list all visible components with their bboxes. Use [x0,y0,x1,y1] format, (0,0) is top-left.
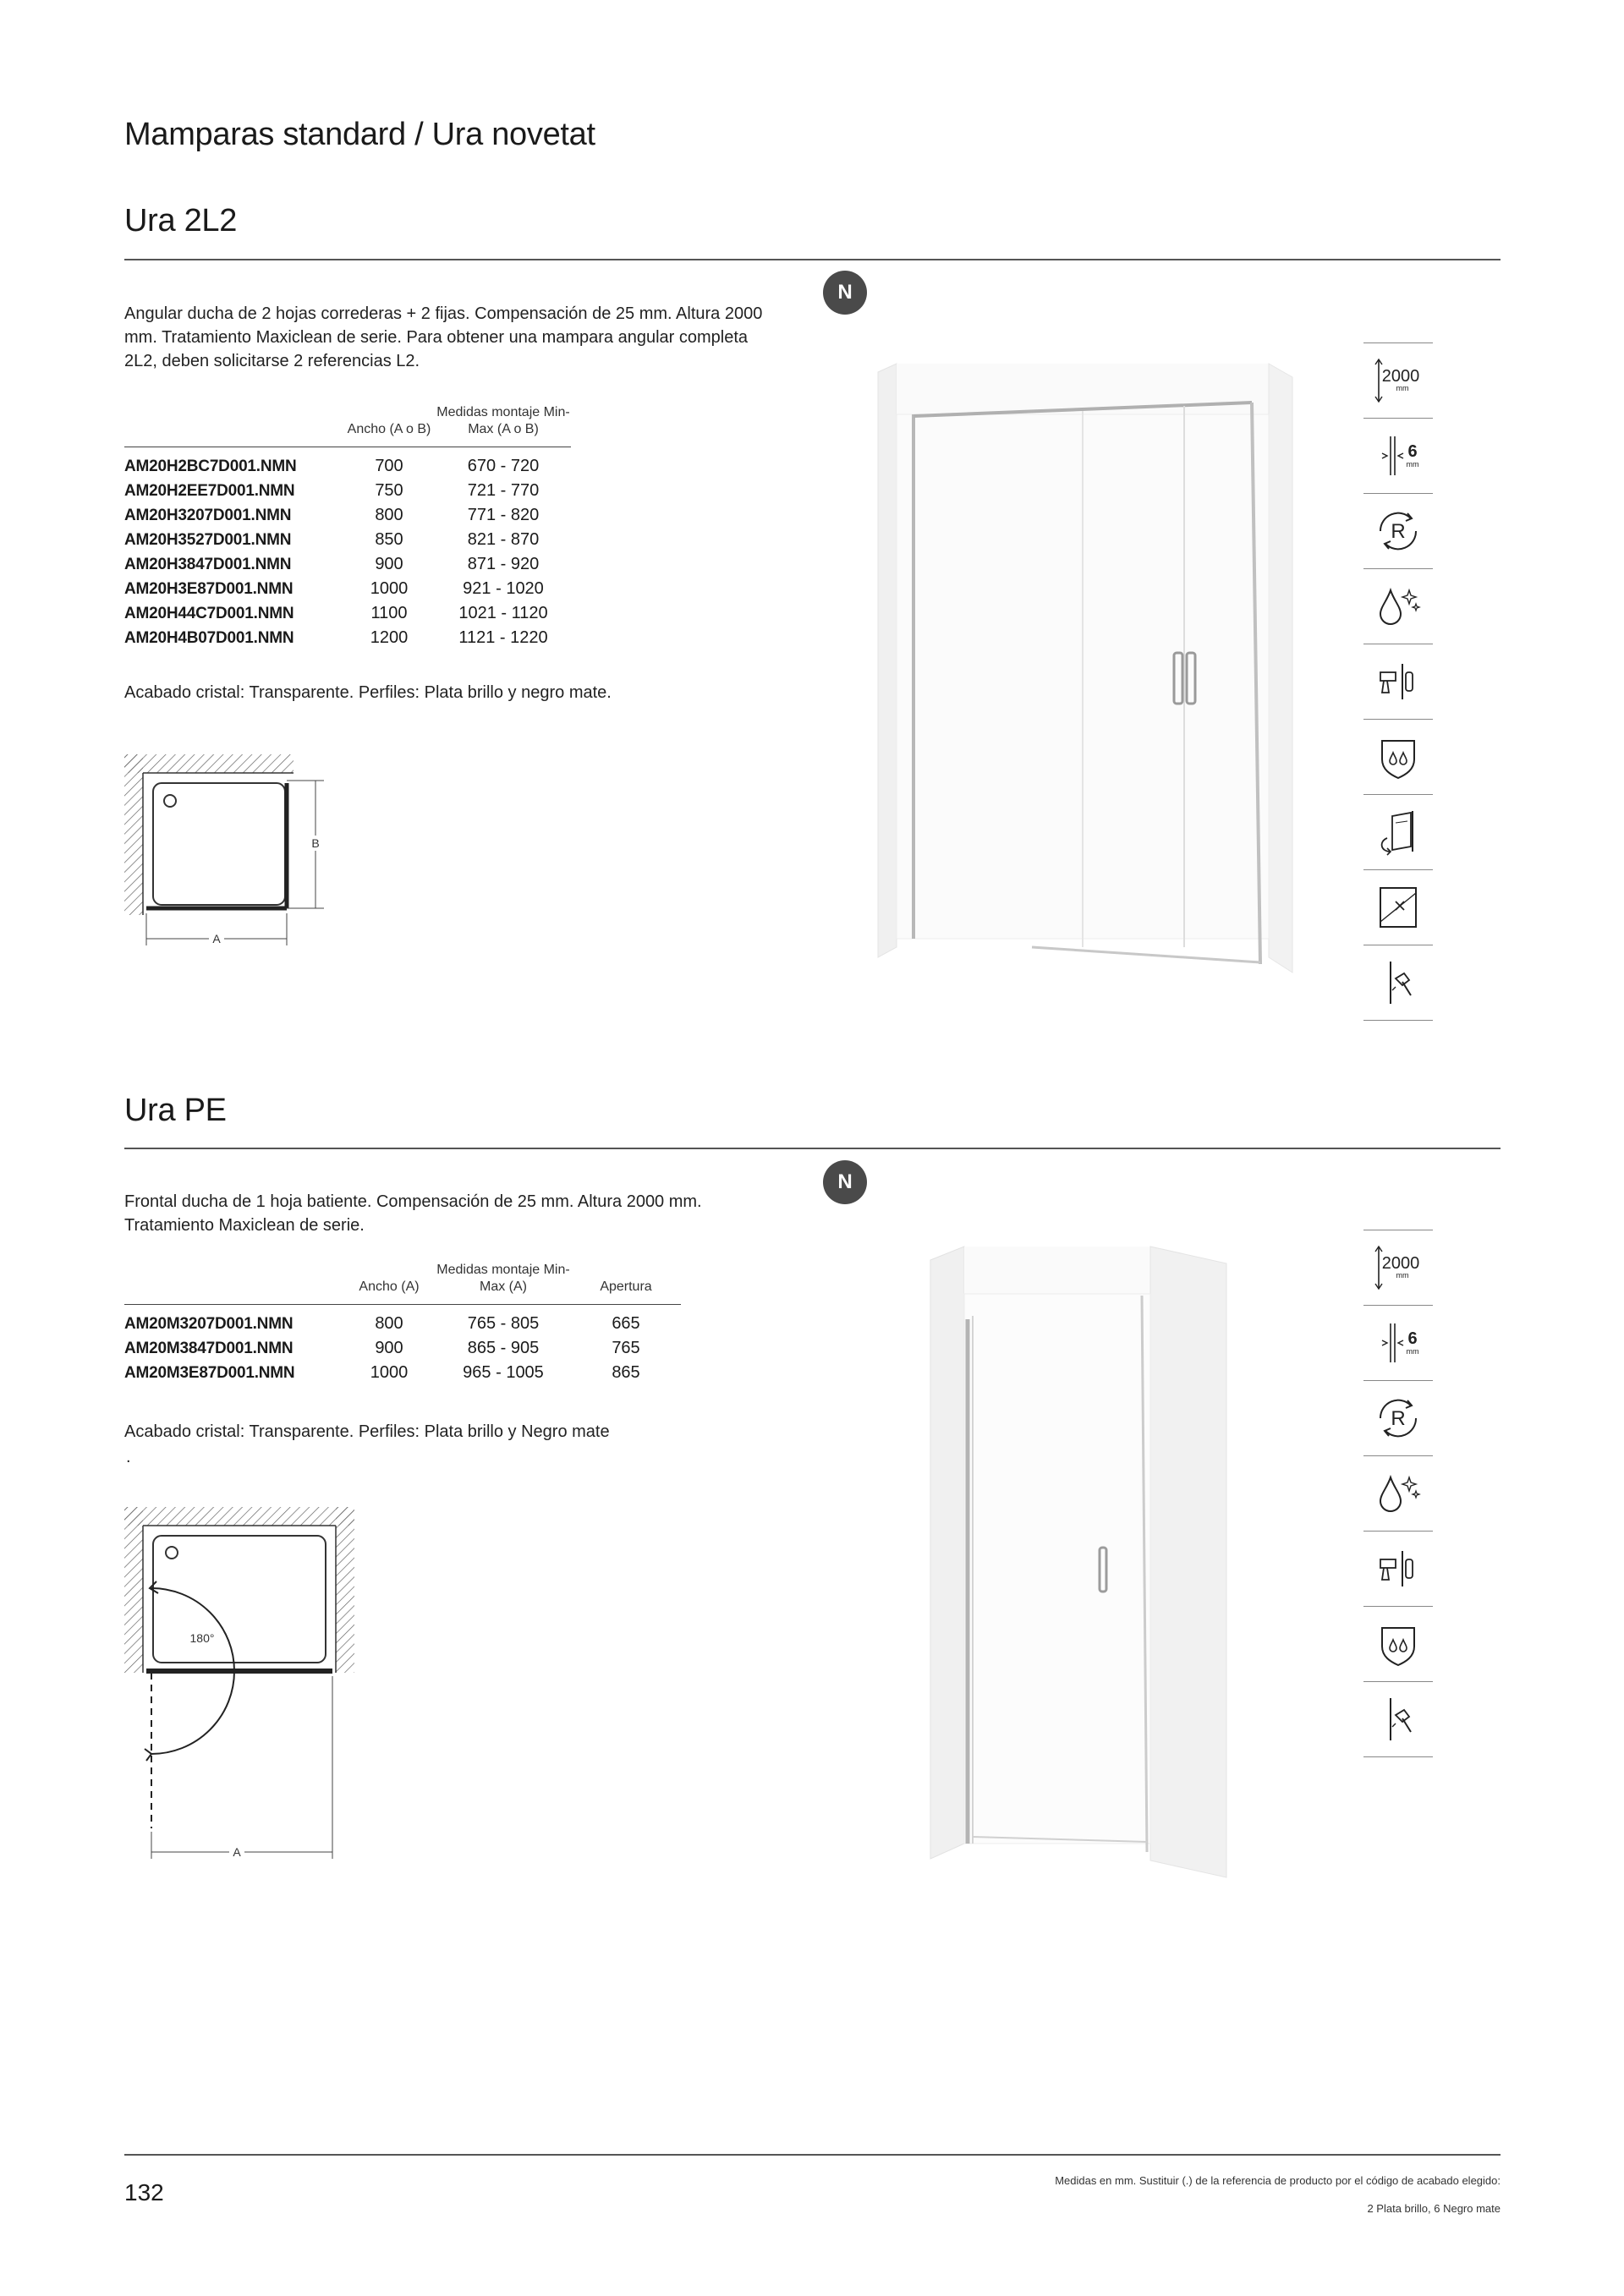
product-description: Frontal ducha de 1 hoja batiente. Compensación de 25 mm. Altura 2000 mm. Tratamiento Maxiclean de serie. [124,1192,702,1235]
reversible-letter: R [1391,520,1406,543]
shower-tray [153,783,285,905]
ancho-cell: 750 [375,481,403,500]
height-2000-icon [1363,1230,1433,1306]
section-title-ura-2l2: Ura 2L2 [124,203,238,238]
montaje-cell: 921 - 1020 [463,579,544,598]
height-2000-icon [1363,342,1433,419]
ref-cell: AM20M3847D001.NMN [124,1340,294,1357]
table-row [124,447,571,479]
height-value: 2000 [1381,1254,1420,1273]
apertura-cell: 665 [612,1314,640,1333]
anti-drip-icon [1363,1607,1433,1682]
col-ref [124,1262,343,1305]
reversible-icon [1363,494,1433,569]
footer-note: Medidas en mm. Sustituir (.) de la referencia de producto por el código de acabado elegido: [1055,2174,1501,2187]
handle-icon [1363,644,1433,720]
handle-icon [1363,1532,1433,1607]
montaje-cell: 771 - 820 [467,506,540,524]
footer-note-finish-codes: 2 Plata brillo, 6 Negro mate [1367,2202,1501,2215]
glass-thickness-icon [1363,419,1433,494]
ancho-cell: 900 [375,1339,403,1357]
ancho-cell: 850 [375,530,403,549]
ref-cell: AM20H3E87D001.NMN [124,580,294,598]
drain [166,1547,178,1559]
apertura-cell: 865 [612,1363,640,1382]
wall-hatch-top [124,754,294,773]
table-row [124,577,571,601]
spec-table-ura-pe [124,1262,681,1385]
montaje-cell: 1121 - 1220 [458,628,548,647]
montaje-cell: 1021 - 1120 [458,604,548,622]
ref-cell: AM20H2EE7D001.NMN [124,482,295,500]
ref-cell: AM20H2BC7D001.NMN [124,458,297,475]
montaje-cell: 865 - 905 [467,1339,540,1357]
col-ancho: Ancho (A) [359,1280,420,1294]
table-header-row [124,404,571,447]
ref-cell: AM20H3527D001.NMN [124,531,292,549]
table-row [124,552,571,577]
montaje-cell: 670 - 720 [467,457,540,475]
ancho-cell: 1100 [370,604,408,622]
table-row [124,1305,681,1337]
table-row [124,503,571,528]
tilt-door-icon [1363,795,1433,870]
ref-cell: AM20H3847D001.NMN [124,556,292,573]
ancho-cell: 1000 [370,579,409,598]
reversible-letter: R [1391,1407,1406,1430]
dimension-a-label: A [212,932,221,945]
drain [164,795,176,807]
hammer-glass-icon [1363,1682,1433,1757]
ref-cell: AM20M3E87D001.NMN [124,1364,295,1382]
table-row [124,601,571,626]
maxiclean-icon [1363,1456,1433,1532]
thickness-unit: mm [1406,460,1419,469]
floor-plan-diagram [121,1504,366,1876]
col-apertura: Apertura [600,1280,652,1294]
safety-glass-icon [1363,870,1433,945]
montaje-cell: 871 - 920 [467,555,540,573]
height-unit: mm [1396,1271,1409,1280]
section-divider [124,259,1501,260]
section-divider [124,1148,1501,1149]
angle-label: 180° [189,1631,215,1645]
maxiclean-icon [1363,569,1433,644]
footer-divider [124,2154,1501,2156]
floor-plan-diagram [121,751,332,962]
col-montaje: Medidas montaje Min-Max (A o B) [436,405,570,436]
dimension-b-label: B [311,836,320,850]
glass-thickness-icon [1363,1306,1433,1381]
ancho-cell: 800 [375,506,403,524]
montaje-cell: 765 - 805 [467,1314,540,1333]
feature-icons-ura-2l2 [1363,342,1433,1021]
hammer-glass-icon [1363,945,1433,1021]
montaje-cell: 965 - 1005 [463,1363,544,1382]
finish-note: Acabado cristal: Transparente. Perfiles: Plata brillo y negro mate. [124,683,612,702]
thickness-value: 6 [1407,442,1418,461]
product-image-ura-2l2 [863,355,1303,998]
ref-cell: AM20H44C7D001.NMN [124,605,294,622]
table-row [124,479,571,503]
ancho-cell: 800 [375,1314,403,1333]
reversible-icon [1363,1381,1433,1456]
col-ancho: Ancho (A o B) [347,422,431,436]
height-value: 2000 [1381,367,1420,386]
product-description: Angular ducha de 2 hojas correderas + 2 fijas. Compensación de 25 mm. Altura 2000 mm. Tratamiento Maxiclean de serie. Para obtener una mampara angular completa 2L2, deben solicitarse 2 referencias L2. [124,304,763,370]
table-row [124,1336,681,1361]
page-title: Mamparas standard / Ura novetat [124,117,595,152]
ancho-cell: 1000 [370,1363,409,1382]
new-badge: N [823,1160,867,1204]
ancho-cell: 900 [375,555,403,573]
col-ref [124,404,343,447]
montaje-cell: 721 - 770 [467,481,540,500]
new-badge: N [823,271,867,315]
thickness-value: 6 [1407,1329,1418,1348]
table-row [124,528,571,552]
table-row [124,626,571,650]
shower-tray [153,1536,326,1663]
feature-icons-ura-pe [1363,1230,1433,1757]
table-row [124,1361,681,1385]
dimension-a-label: A [233,1845,241,1859]
col-montaje: Medidas montaje Min-Max (A) [436,1263,570,1294]
finish-note-extra: . [126,1448,131,1466]
table-header-row [124,1262,681,1305]
thickness-unit: mm [1406,1347,1419,1356]
section-title-ura-pe: Ura PE [124,1093,227,1128]
apertura-cell: 765 [612,1339,640,1357]
montaje-cell: 821 - 870 [467,530,540,549]
page-number: 132 [124,2179,164,2206]
ancho-cell: 1200 [370,628,409,647]
ref-cell: AM20M3207D001.NMN [124,1315,294,1333]
spec-table-ura-2l2 [124,404,571,650]
ancho-cell: 700 [375,457,403,475]
ref-cell: AM20H4B07D001.NMN [124,629,294,647]
ref-cell: AM20H3207D001.NMN [124,507,292,524]
height-unit: mm [1396,384,1409,392]
wall-hatch-left [124,754,143,915]
finish-note: Acabado cristal: Transparente. Perfiles: Plata brillo y Negro mate [124,1422,610,1441]
product-image-ura-pe [897,1235,1260,1894]
anti-drip-icon [1363,720,1433,795]
